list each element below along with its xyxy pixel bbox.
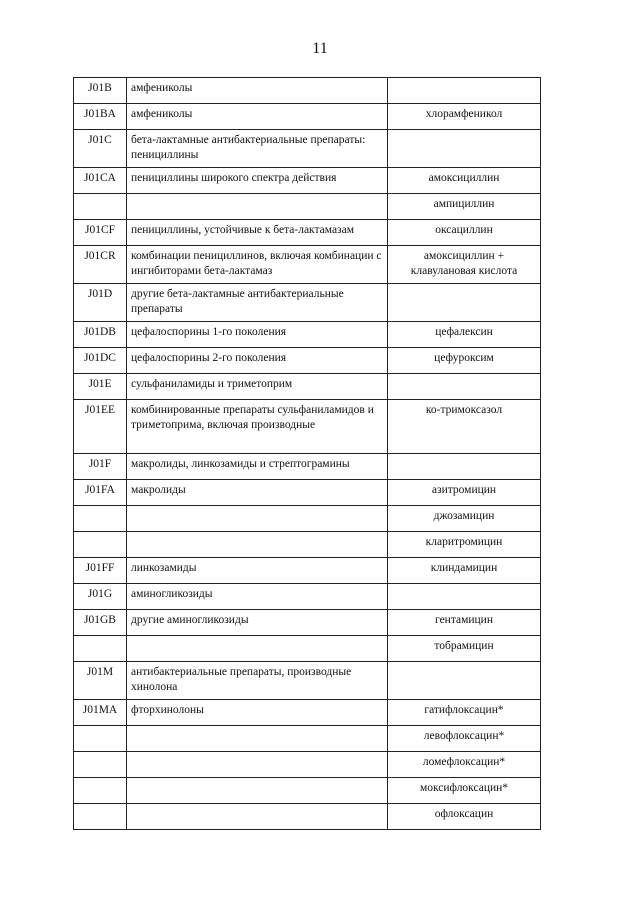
drug-name-cell (388, 662, 541, 700)
table-row (74, 480, 541, 506)
drug-name-cell: ко-тримоксазол (388, 400, 541, 454)
drug-name-cell: левофлоксацин* (388, 726, 541, 752)
atc-code-cell: J01F (74, 454, 127, 480)
drug-name-cell (388, 374, 541, 400)
table-row (74, 284, 541, 322)
drug-name-cell: гатифлоксацин* (388, 700, 541, 726)
pharmacological-group-cell (127, 636, 388, 662)
table-row (74, 726, 541, 752)
atc-code-cell: J01CA (74, 168, 127, 194)
pharmacological-group-cell: амфениколы (127, 78, 388, 104)
drug-name-cell: клиндамицин (388, 558, 541, 584)
pharmacological-group-cell: бета-лактамные антибактериальные препараты: пенициллины (127, 130, 388, 168)
table-row (74, 168, 541, 194)
table-row (74, 246, 541, 284)
drug-name-cell: хлорамфеникол (388, 104, 541, 130)
pharmacological-group-cell (127, 726, 388, 752)
table-row (74, 700, 541, 726)
drug-name-cell: гентамицин (388, 610, 541, 636)
atc-code-cell: J01GB (74, 610, 127, 636)
pharmacological-group-cell: фторхинолоны (127, 700, 388, 726)
atc-code-cell (74, 532, 127, 558)
drug-name-cell: амоксициллин + клавулановая кислота (388, 246, 541, 284)
atc-code-cell: J01MA (74, 700, 127, 726)
drug-name-cell (388, 284, 541, 322)
table-row (74, 506, 541, 532)
drug-name-cell: оксациллин (388, 220, 541, 246)
atc-code-cell: J01D (74, 284, 127, 322)
table-row (74, 778, 541, 804)
pharmacological-group-cell: цефалоспорины 2-го поколения (127, 348, 388, 374)
table-row (74, 804, 541, 830)
drug-name-cell (388, 454, 541, 480)
page-number: 11 (312, 40, 328, 57)
pharmacological-group-cell (127, 532, 388, 558)
pharmacological-group-cell: цефалоспорины 1-го поколения (127, 322, 388, 348)
table-row (74, 636, 541, 662)
table-row (74, 194, 541, 220)
atc-code-cell: J01FF (74, 558, 127, 584)
pharmacological-group-cell (127, 506, 388, 532)
atc-code-cell: J01BA (74, 104, 127, 130)
pharmacological-group-cell: другие бета-лактамные антибактериальные препараты (127, 284, 388, 322)
table-row (74, 104, 541, 130)
drug-name-cell: цефуроксим (388, 348, 541, 374)
pharmacological-group-cell: пенициллины, устойчивые к бета-лактамазам (127, 220, 388, 246)
atc-code-cell: J01M (74, 662, 127, 700)
table-row (74, 532, 541, 558)
pharmacological-group-cell: пенициллины широкого спектра действия (127, 168, 388, 194)
atc-code-cell (74, 752, 127, 778)
table-row (74, 584, 541, 610)
table-row (74, 374, 541, 400)
drug-name-cell: моксифлоксацин* (388, 778, 541, 804)
drug-name-cell: тобрамицин (388, 636, 541, 662)
atc-code-cell (74, 726, 127, 752)
pharmacological-group-cell: макролиды (127, 480, 388, 506)
pharmacological-group-cell: линкозамиды (127, 558, 388, 584)
atc-code-cell (74, 778, 127, 804)
drug-name-cell (388, 584, 541, 610)
table-row (74, 78, 541, 104)
atc-code-cell: J01FA (74, 480, 127, 506)
pharmacological-group-cell: другие аминогликозиды (127, 610, 388, 636)
pharmacological-group-cell: комбинированные препараты сульфаниламидов и триметоприма, включая производные (127, 400, 388, 454)
drug-classification-table (73, 77, 541, 830)
table-row (74, 220, 541, 246)
table-row (74, 454, 541, 480)
atc-code-cell: J01E (74, 374, 127, 400)
atc-code-cell: J01C (74, 130, 127, 168)
pharmacological-group-cell (127, 752, 388, 778)
atc-code-cell (74, 194, 127, 220)
pharmacological-group-cell: комбинации пенициллинов, включая комбинации с ингибиторами бета-лактамаз (127, 246, 388, 284)
atc-code-cell (74, 636, 127, 662)
pharmacological-group-cell (127, 194, 388, 220)
table-row (74, 662, 541, 700)
table-row (74, 558, 541, 584)
pharmacological-group-cell: макролиды, линкозамиды и стрептограмины (127, 454, 388, 480)
drug-name-cell: офлоксацин (388, 804, 541, 830)
table-row (74, 130, 541, 168)
table-row (74, 610, 541, 636)
atc-code-cell: J01EE (74, 400, 127, 454)
pharmacological-group-cell (127, 778, 388, 804)
atc-code-cell (74, 804, 127, 830)
atc-code-cell: J01G (74, 584, 127, 610)
table-row (74, 348, 541, 374)
pharmacological-group-cell (127, 804, 388, 830)
table-row (74, 400, 541, 454)
drug-name-cell: азитромицин (388, 480, 541, 506)
atc-code-cell: J01DB (74, 322, 127, 348)
atc-code-cell: J01B (74, 78, 127, 104)
table-row (74, 322, 541, 348)
table-row (74, 752, 541, 778)
atc-code-cell: J01CR (74, 246, 127, 284)
pharmacological-group-cell: сульфаниламиды и триметоприм (127, 374, 388, 400)
drug-name-cell: ломефлоксацин* (388, 752, 541, 778)
drug-name-cell (388, 130, 541, 168)
drug-name-cell: ампициллин (388, 194, 541, 220)
atc-code-cell (74, 506, 127, 532)
atc-code-cell: J01DC (74, 348, 127, 374)
table-body (74, 78, 541, 830)
drug-name-cell: джозамицин (388, 506, 541, 532)
drug-name-cell: амоксициллин (388, 168, 541, 194)
drug-name-cell: цефалексин (388, 322, 541, 348)
drug-name-cell: кларитромицин (388, 532, 541, 558)
pharmacological-group-cell: амфениколы (127, 104, 388, 130)
pharmacological-group-cell: антибактериальные препараты, производные хинолона (127, 662, 388, 700)
pharmacological-group-cell: аминогликозиды (127, 584, 388, 610)
atc-code-cell: J01CF (74, 220, 127, 246)
drug-name-cell (388, 78, 541, 104)
